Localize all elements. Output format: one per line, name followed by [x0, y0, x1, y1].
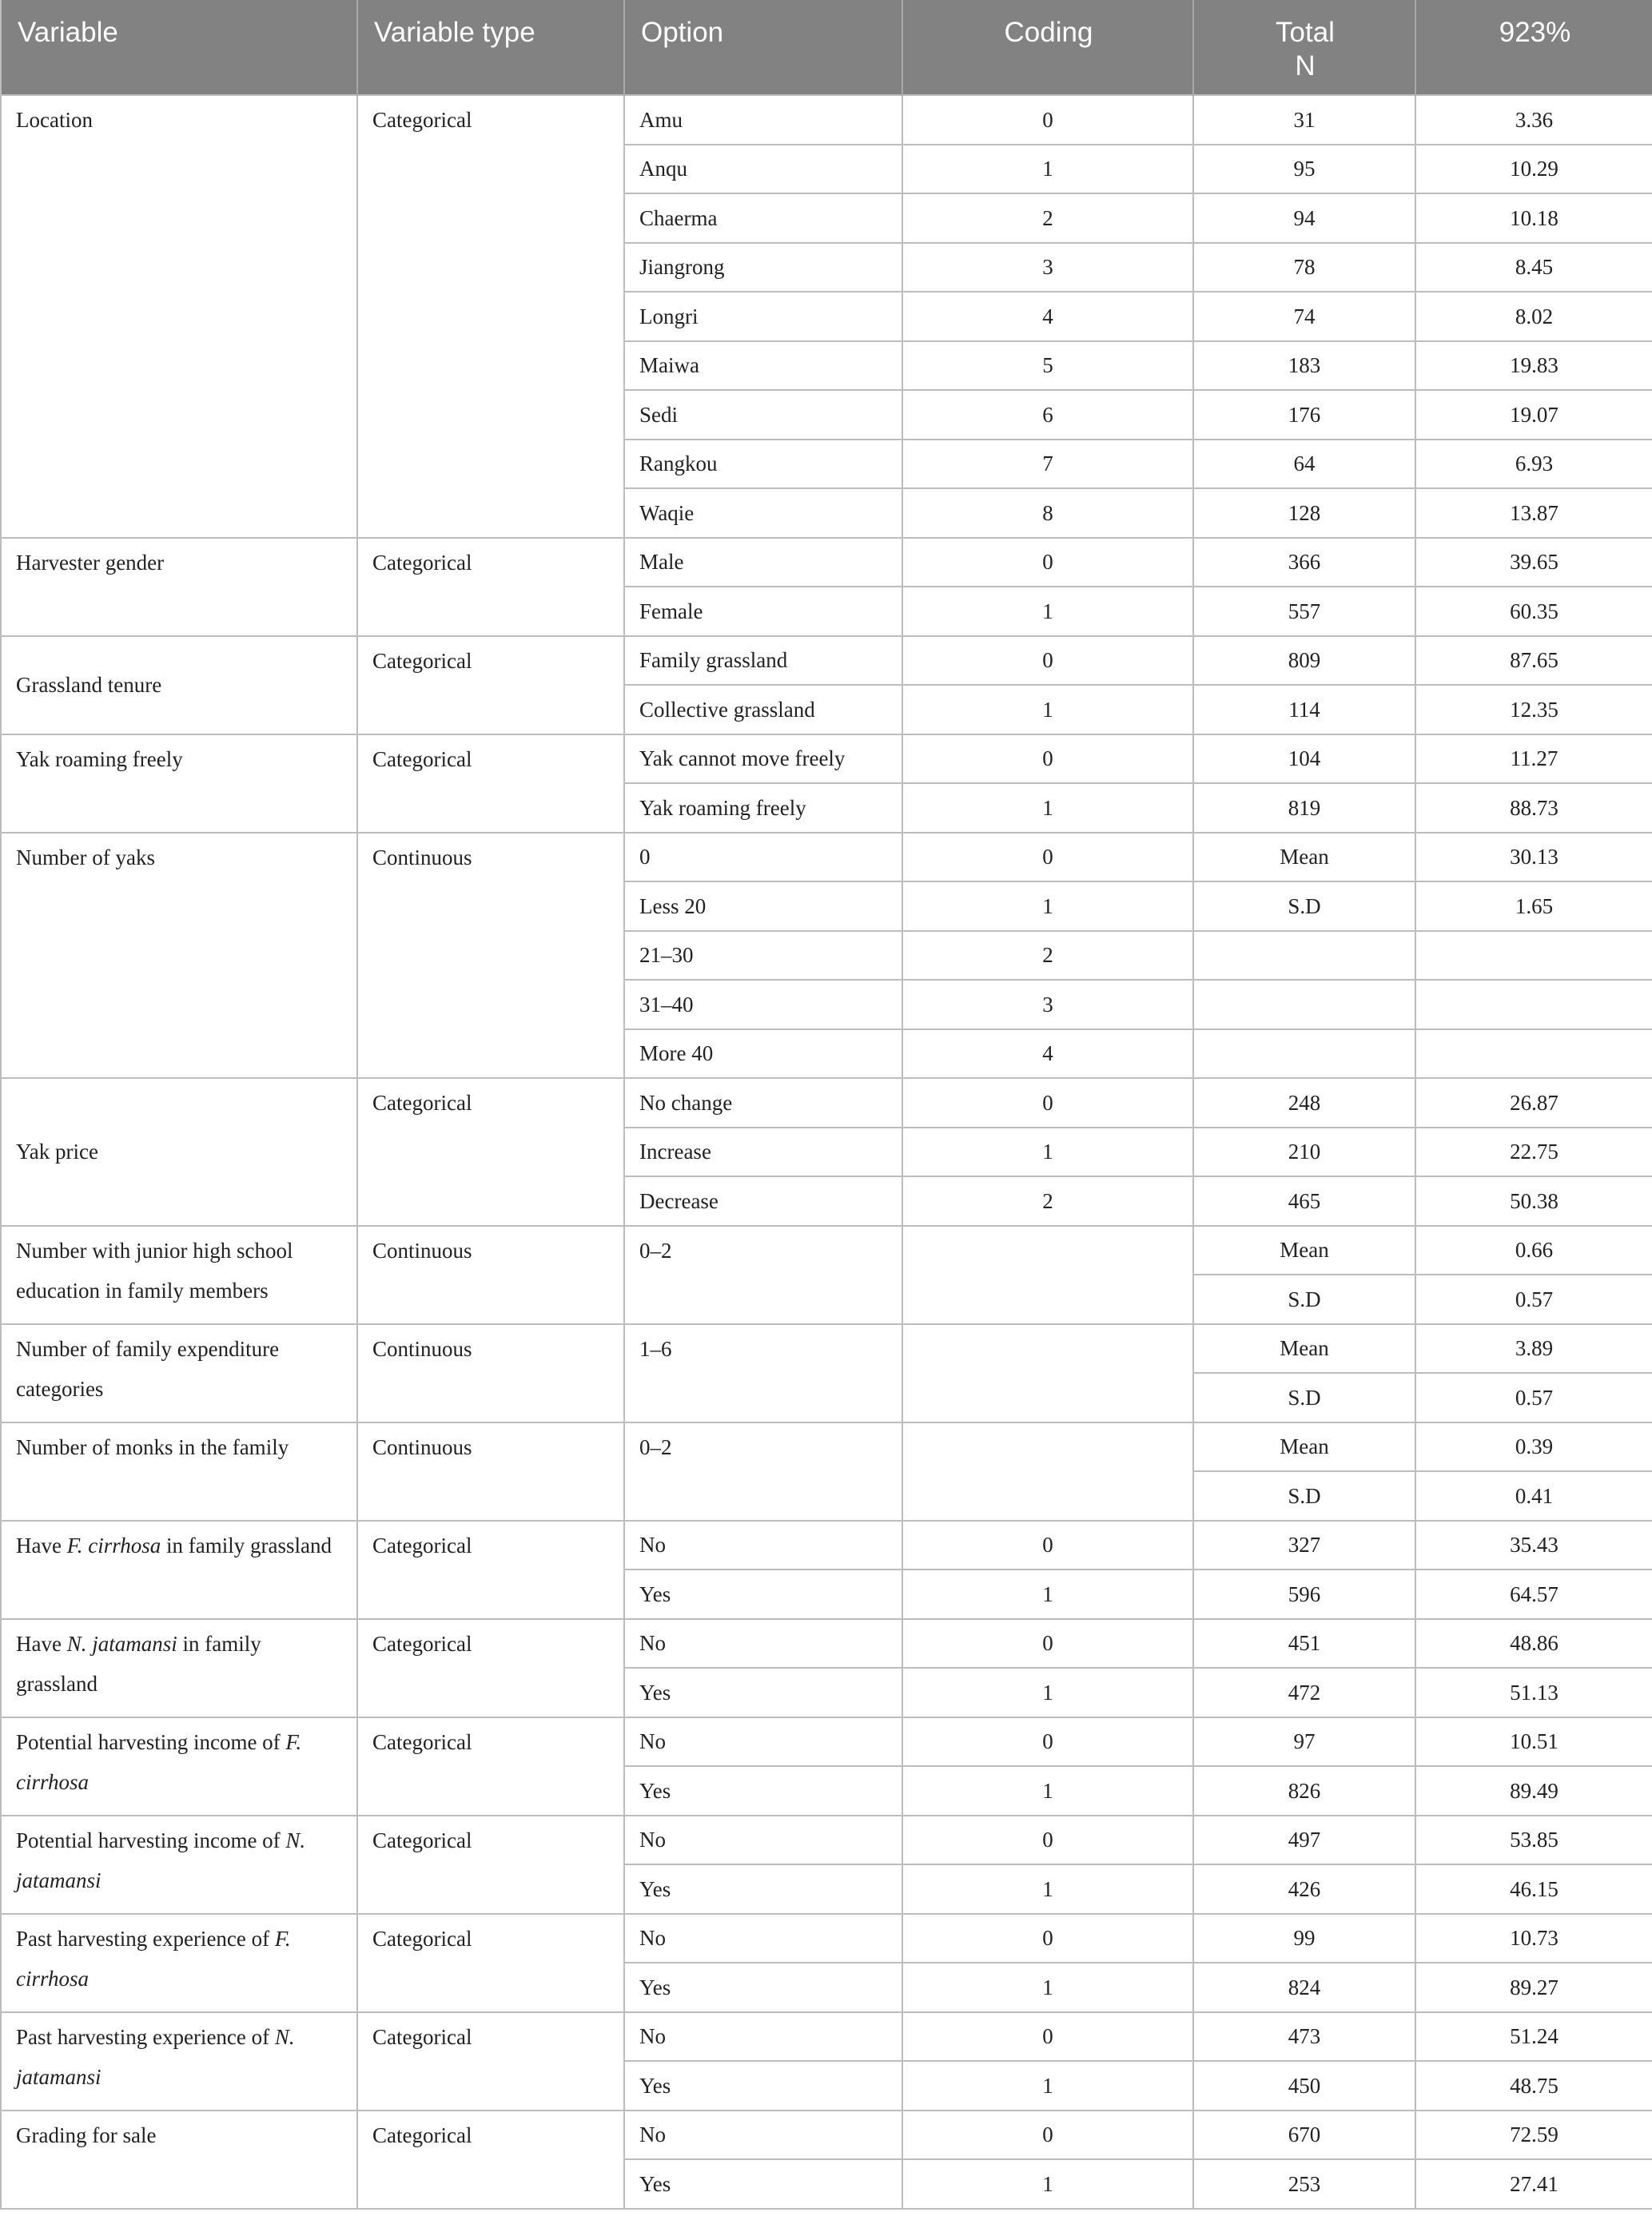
- variable-name-text: Past harvesting experience of: [16, 2024, 275, 2049]
- option-cell: 1–6: [624, 1324, 902, 1422]
- table-row: [1, 1619, 1652, 1669]
- coding-cell: [902, 1422, 1193, 1521]
- coding-cell: 2: [902, 193, 1193, 243]
- variable-type: Continuous: [357, 1324, 624, 1422]
- coding-cell: 0: [902, 1078, 1193, 1128]
- total-cell: 176: [1193, 390, 1415, 440]
- coding-cell: 0: [902, 2111, 1193, 2160]
- percent-cell: 22.75: [1415, 1128, 1652, 1177]
- percent-cell: 53.85: [1415, 1816, 1652, 1865]
- percent-cell: 10.51: [1415, 1717, 1652, 1767]
- total-cell: 809: [1193, 636, 1415, 686]
- total-cell: 366: [1193, 538, 1415, 587]
- species-name: N. jatamansi: [16, 2024, 295, 2089]
- variable-name-text: Past harvesting experience of: [16, 1926, 275, 1951]
- variable-type: Categorical: [357, 2012, 624, 2111]
- total-cell: 114: [1193, 685, 1415, 734]
- option-cell: Yes: [624, 1570, 902, 1619]
- variable-type: Categorical: [357, 1619, 624, 1717]
- table-row: [1, 1422, 1652, 1472]
- coding-cell: 1: [902, 783, 1193, 833]
- coding-cell: 1: [902, 1864, 1193, 1914]
- total-cell: 99: [1193, 1914, 1415, 1963]
- option-cell: Amu: [624, 95, 902, 145]
- variable-name-text: Have: [16, 1533, 67, 1558]
- table-row: [1, 1914, 1652, 1963]
- variable-name: Yak price: [1, 1078, 357, 1226]
- header-percent: 923%: [1415, 0, 1652, 95]
- variable-type: Categorical: [357, 734, 624, 833]
- species-name: F. cirrhosa: [16, 1729, 302, 1794]
- total-cell: 327: [1193, 1521, 1415, 1570]
- percent-cell: 46.15: [1415, 1864, 1652, 1914]
- variable-name: [1, 1521, 357, 1619]
- option-cell: Female: [624, 587, 902, 636]
- percent-cell: 8.45: [1415, 243, 1652, 292]
- coding-cell: 6: [902, 390, 1193, 440]
- total-cell: 104: [1193, 734, 1415, 784]
- header-coding: Coding: [902, 0, 1193, 95]
- header-total-line2: N: [1295, 50, 1316, 82]
- total-cell: [1193, 931, 1415, 981]
- option-cell: Male: [624, 538, 902, 587]
- percent-cell: 26.87: [1415, 1078, 1652, 1128]
- coding-cell: 1: [902, 685, 1193, 734]
- option-cell: Yes: [624, 1668, 902, 1717]
- coding-cell: 4: [902, 1029, 1193, 1079]
- variable-type: Categorical: [357, 1816, 624, 1914]
- option-cell: No: [624, 1521, 902, 1570]
- total-cell: 183: [1193, 341, 1415, 391]
- coding-cell: 1: [902, 2159, 1193, 2209]
- percent-cell: 0.57: [1415, 1275, 1652, 1324]
- coding-cell: 7: [902, 440, 1193, 489]
- total-cell: 64: [1193, 440, 1415, 489]
- table-row: [1, 1717, 1652, 1767]
- coding-cell: 0: [902, 833, 1193, 882]
- variable-name-text: in family grassland: [16, 1631, 261, 1696]
- option-cell: More 40: [624, 1029, 902, 1079]
- option-cell: Family grassland: [624, 636, 902, 686]
- header-total: [1193, 0, 1415, 95]
- percent-cell: 89.27: [1415, 1963, 1652, 2012]
- variable-name: Grassland tenure: [1, 636, 357, 734]
- species-name: N. jatamansi: [66, 1631, 177, 1656]
- total-cell: 248: [1193, 1078, 1415, 1128]
- option-cell: No: [624, 1914, 902, 1963]
- table-row: [1, 2111, 1652, 2160]
- variable-name: [1, 1619, 357, 1717]
- percent-cell: 11.27: [1415, 734, 1652, 784]
- variable-name: Number of family expenditure categories: [1, 1324, 357, 1422]
- coding-cell: 3: [902, 980, 1193, 1029]
- variable-type: Categorical: [357, 2111, 624, 2209]
- percent-cell: 88.73: [1415, 783, 1652, 833]
- option-cell: Collective grassland: [624, 685, 902, 734]
- option-cell: Yak cannot move freely: [624, 734, 902, 784]
- coding-cell: 0: [902, 1816, 1193, 1865]
- percent-cell: 30.13: [1415, 833, 1652, 882]
- percent-cell: 3.36: [1415, 95, 1652, 145]
- table-row: [1, 538, 1652, 587]
- total-cell: 94: [1193, 193, 1415, 243]
- total-cell: S.D: [1193, 1471, 1415, 1521]
- option-cell: Waqie: [624, 488, 902, 538]
- variable-name: [1, 1717, 357, 1816]
- percent-cell: 89.49: [1415, 1766, 1652, 1816]
- option-cell: 31–40: [624, 980, 902, 1029]
- variable-name-text: Potential harvesting income of: [16, 1828, 286, 1852]
- percent-cell: 0.41: [1415, 1471, 1652, 1521]
- option-cell: Less 20: [624, 881, 902, 931]
- coding-cell: 0: [902, 1914, 1193, 1963]
- table-row: [1, 1226, 1652, 1275]
- option-cell: Anqu: [624, 145, 902, 194]
- percent-cell: 1.65: [1415, 881, 1652, 931]
- option-cell: 0: [624, 833, 902, 882]
- percent-cell: 35.43: [1415, 1521, 1652, 1570]
- option-cell: No change: [624, 1078, 902, 1128]
- option-cell: Increase: [624, 1128, 902, 1177]
- percent-cell: 10.29: [1415, 145, 1652, 194]
- percent-cell: [1415, 1029, 1652, 1079]
- coding-cell: 1: [902, 2061, 1193, 2111]
- table-row: [1, 833, 1652, 882]
- variable-type: Categorical: [357, 1078, 624, 1226]
- total-cell: [1193, 980, 1415, 1029]
- total-cell: 451: [1193, 1619, 1415, 1669]
- percent-cell: 12.35: [1415, 685, 1652, 734]
- percent-cell: 39.65: [1415, 538, 1652, 587]
- percent-cell: 51.13: [1415, 1668, 1652, 1717]
- option-cell: Yes: [624, 1864, 902, 1914]
- coding-cell: 1: [902, 1963, 1193, 2012]
- coding-cell: 0: [902, 2012, 1193, 2062]
- coding-cell: 2: [902, 931, 1193, 981]
- header-variable-type: Variable type: [357, 0, 624, 95]
- coding-cell: 5: [902, 341, 1193, 391]
- total-cell: 826: [1193, 1766, 1415, 1816]
- variable-type: Continuous: [357, 1422, 624, 1521]
- percent-cell: 19.83: [1415, 341, 1652, 391]
- species-name: N. jatamansi: [16, 1828, 306, 1892]
- option-cell: Longri: [624, 292, 902, 341]
- coding-cell: 1: [902, 1128, 1193, 1177]
- percent-cell: 50.38: [1415, 1176, 1652, 1226]
- variable-name: Yak roaming freely: [1, 734, 357, 833]
- variable-name: Number of monks in the family: [1, 1422, 357, 1521]
- percent-cell: 60.35: [1415, 587, 1652, 636]
- percent-cell: 13.87: [1415, 488, 1652, 538]
- total-cell: 210: [1193, 1128, 1415, 1177]
- coding-cell: 1: [902, 145, 1193, 194]
- table-row: [1, 95, 1652, 145]
- coding-cell: [902, 1324, 1193, 1422]
- header-total-line1: Total: [1276, 17, 1335, 48]
- variable-type: Categorical: [357, 538, 624, 636]
- percent-cell: 19.07: [1415, 390, 1652, 440]
- percent-cell: 48.75: [1415, 2061, 1652, 2111]
- coding-cell: 0: [902, 1717, 1193, 1767]
- table-row: [1, 1816, 1652, 1865]
- table-row: [1, 2012, 1652, 2062]
- option-cell: Yes: [624, 2061, 902, 2111]
- total-cell: Mean: [1193, 833, 1415, 882]
- coding-cell: 4: [902, 292, 1193, 341]
- variable-name-text: in family grassland: [161, 1533, 332, 1558]
- percent-cell: 6.93: [1415, 440, 1652, 489]
- variable-type: Continuous: [357, 1226, 624, 1324]
- coding-cell: 1: [902, 881, 1193, 931]
- total-cell: 472: [1193, 1668, 1415, 1717]
- percent-cell: 48.86: [1415, 1619, 1652, 1669]
- total-cell: 253: [1193, 2159, 1415, 2209]
- table-row: [1, 734, 1652, 784]
- variable-name-text: Potential harvesting income of: [16, 1729, 286, 1754]
- total-cell: [1193, 1029, 1415, 1079]
- option-cell: Maiwa: [624, 341, 902, 391]
- option-cell: 0–2: [624, 1422, 902, 1521]
- option-cell: Yes: [624, 1766, 902, 1816]
- option-cell: Sedi: [624, 390, 902, 440]
- total-cell: 819: [1193, 783, 1415, 833]
- total-cell: 74: [1193, 292, 1415, 341]
- total-cell: S.D: [1193, 881, 1415, 931]
- option-cell: No: [624, 2012, 902, 2062]
- percent-cell: 10.73: [1415, 1914, 1652, 1963]
- header-variable: Variable: [1, 0, 357, 95]
- option-cell: Jiangrong: [624, 243, 902, 292]
- coding-cell: 1: [902, 1668, 1193, 1717]
- total-cell: 596: [1193, 1570, 1415, 1619]
- species-name: F. cirrhosa: [66, 1533, 161, 1558]
- percent-cell: [1415, 931, 1652, 981]
- table-body: [1, 95, 1652, 2209]
- total-cell: Mean: [1193, 1324, 1415, 1374]
- total-cell: Mean: [1193, 1422, 1415, 1472]
- option-cell: Yak roaming freely: [624, 783, 902, 833]
- percent-cell: 10.18: [1415, 193, 1652, 243]
- variable-name: [1, 1914, 357, 2012]
- option-cell: 0–2: [624, 1226, 902, 1324]
- coding-cell: [902, 1226, 1193, 1324]
- header-row: [1, 0, 1652, 95]
- percent-cell: 27.41: [1415, 2159, 1652, 2209]
- total-cell: 497: [1193, 1816, 1415, 1865]
- coding-cell: 1: [902, 1766, 1193, 1816]
- option-cell: Decrease: [624, 1176, 902, 1226]
- total-cell: 670: [1193, 2111, 1415, 2160]
- coding-cell: 8: [902, 488, 1193, 538]
- total-cell: 465: [1193, 1176, 1415, 1226]
- percent-cell: [1415, 980, 1652, 1029]
- option-cell: 21–30: [624, 931, 902, 981]
- option-cell: Yes: [624, 2159, 902, 2209]
- percent-cell: 64.57: [1415, 1570, 1652, 1619]
- coding-cell: 1: [902, 1570, 1193, 1619]
- variable-name-text: Have: [16, 1631, 67, 1656]
- percent-cell: 0.39: [1415, 1422, 1652, 1472]
- total-cell: S.D: [1193, 1275, 1415, 1324]
- coding-cell: 0: [902, 1619, 1193, 1669]
- total-cell: 97: [1193, 1717, 1415, 1767]
- variable-name: Harvester gender: [1, 538, 357, 636]
- option-cell: Yes: [624, 1963, 902, 2012]
- total-cell: 450: [1193, 2061, 1415, 2111]
- option-cell: No: [624, 1619, 902, 1669]
- variable-type: Categorical: [357, 636, 624, 734]
- total-cell: 557: [1193, 587, 1415, 636]
- variable-name: Number with junior high school education in family members: [1, 1226, 357, 1324]
- total-cell: 824: [1193, 1963, 1415, 2012]
- percent-cell: 8.02: [1415, 292, 1652, 341]
- option-cell: Chaerma: [624, 193, 902, 243]
- percent-cell: 51.24: [1415, 2012, 1652, 2062]
- total-cell: Mean: [1193, 1226, 1415, 1275]
- coding-cell: 0: [902, 636, 1193, 686]
- variable-name: [1, 1816, 357, 1914]
- coding-cell: 3: [902, 243, 1193, 292]
- variable-name: [1, 2012, 357, 2111]
- total-cell: 473: [1193, 2012, 1415, 2062]
- coding-cell: 0: [902, 734, 1193, 784]
- percent-cell: 3.89: [1415, 1324, 1652, 1374]
- table-row: [1, 1324, 1652, 1374]
- table-row: [1, 1521, 1652, 1570]
- coding-cell: 0: [902, 1521, 1193, 1570]
- variable-name: Number of yaks: [1, 833, 357, 1079]
- variable-name: Location: [1, 95, 357, 538]
- option-cell: No: [624, 2111, 902, 2160]
- variable-type: Categorical: [357, 95, 624, 538]
- total-cell: 95: [1193, 145, 1415, 194]
- total-cell: 128: [1193, 488, 1415, 538]
- species-name: F. cirrhosa: [16, 1926, 291, 1991]
- option-cell: Rangkou: [624, 440, 902, 489]
- variable-type: Categorical: [357, 1717, 624, 1816]
- percent-cell: 72.59: [1415, 2111, 1652, 2160]
- percent-cell: 0.57: [1415, 1373, 1652, 1422]
- variable-name: Grading for sale: [1, 2111, 357, 2209]
- coding-cell: 0: [902, 95, 1193, 145]
- variable-type: Continuous: [357, 833, 624, 1079]
- total-cell: S.D: [1193, 1373, 1415, 1422]
- table-row: [1, 636, 1652, 686]
- percent-cell: 0.66: [1415, 1226, 1652, 1275]
- coding-cell: 1: [902, 587, 1193, 636]
- coding-cell: 0: [902, 538, 1193, 587]
- total-cell: 78: [1193, 243, 1415, 292]
- variable-type: Categorical: [357, 1914, 624, 2012]
- header-option: Option: [624, 0, 902, 95]
- coding-cell: 2: [902, 1176, 1193, 1226]
- table-header: [1, 0, 1652, 95]
- table-row: [1, 1078, 1652, 1128]
- total-cell: 426: [1193, 1864, 1415, 1914]
- total-cell: 31: [1193, 95, 1415, 145]
- option-cell: No: [624, 1816, 902, 1865]
- percent-cell: 87.65: [1415, 636, 1652, 686]
- option-cell: No: [624, 1717, 902, 1767]
- variable-type: Categorical: [357, 1521, 624, 1619]
